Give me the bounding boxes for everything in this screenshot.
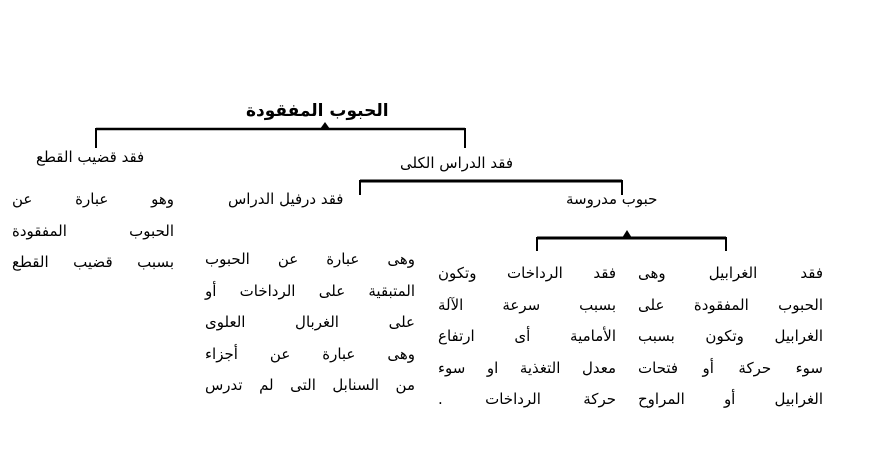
- text-line: الأمامية أى ارتفاع: [438, 327, 616, 345]
- diagram-title: الحبوب المفقودة: [246, 101, 389, 121]
- text-line: وهو عبارة عن: [12, 190, 174, 208]
- text-line: بسبب قضيب القطع: [12, 253, 174, 271]
- text-line: فقد الغرابيل وهى: [638, 264, 823, 282]
- carried-bracket: [537, 230, 726, 251]
- text-line: من السنابل التى لم تدرس: [205, 376, 415, 394]
- text-line: الغرابيل أو المراوح: [638, 390, 823, 408]
- text-line: الغرابيل وتكون بسبب: [638, 327, 823, 345]
- straw-walker-loss-text: [438, 266, 616, 424]
- text-line: على الغربال العلوى: [205, 313, 415, 331]
- threshing-loss-heading: فقد الدراس الكلى: [400, 154, 513, 172]
- tailings-loss-text: [205, 252, 415, 410]
- carried-grain-heading: حبوب مدروسة: [566, 190, 658, 208]
- text-line: المتبقية على الرداخات أو: [205, 281, 415, 300]
- tailings-loss-heading: فقد درفيل الدراس: [228, 190, 344, 208]
- text-line: بسبب سرعة الآلة: [438, 295, 616, 314]
- root-bracket: [96, 122, 465, 148]
- text-line: الحبوب المفقودة: [12, 221, 174, 240]
- text-line: معدل التغذية او سوء: [438, 358, 616, 377]
- text-line: وهى عبارة عن الحبوب: [205, 250, 415, 268]
- sieve-loss-text: [638, 266, 823, 424]
- text-line: الحبوب المفقودة على: [638, 295, 823, 314]
- text-line: سوء حركة أو فتحات: [638, 358, 823, 377]
- text-line: حركة الرداخات .: [438, 390, 616, 408]
- text-line: فقد الرداخات وتكون: [438, 264, 616, 282]
- text-line: وهى عبارة عن أجزاء: [205, 344, 415, 363]
- cutting-loss-text: [12, 192, 174, 287]
- cutting-loss-heading: فقد قضيب القطع: [36, 148, 145, 166]
